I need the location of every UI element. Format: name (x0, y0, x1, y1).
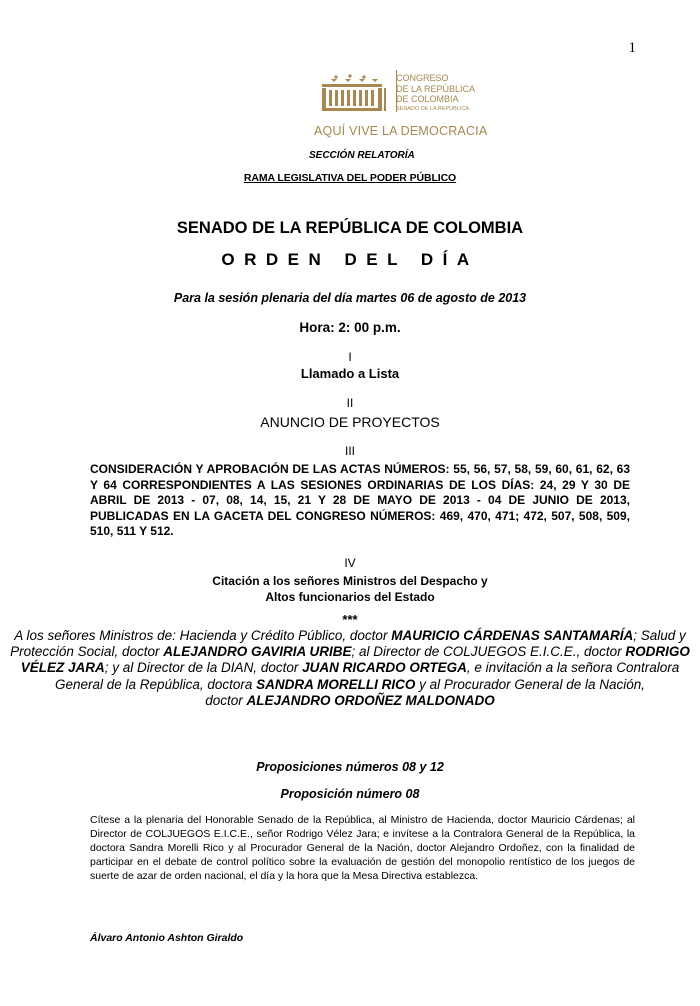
ministros-text-1: A los señores Ministros de: Hacienda y Crédito Público, doctor (14, 628, 392, 643)
seccion-relatoria: SECCIÓN RELATORÍA (309, 150, 415, 161)
director-dian: JUAN RICARDO ORTEGA (302, 660, 467, 676)
ministros-text-4: ; y al Director de la DIAN, doctor (104, 660, 303, 676)
congreso-logo (310, 68, 500, 146)
logo-line-3: DE COLOMBIA (396, 94, 459, 104)
section-title-4 (0, 574, 700, 605)
ministro-salud: ALEJANDRO GAVIRIA URIBE (163, 644, 352, 660)
proposicion-numero: Proposición número 08 (280, 787, 420, 801)
ministros-text-5: , e invitación a la señora Contralora General de la República, doctora (55, 660, 680, 692)
logo-text (396, 73, 475, 113)
ministro-hacienda: MAURICIO CÁRDENAS SANTAMARÍA (391, 628, 634, 643)
section-numeral-1: I (348, 350, 352, 364)
ministros-text-3: ; al Director de COLJUEGOS E.I.C.E., doctor (351, 644, 626, 660)
logo-slogan: AQUÍ VIVE LA DEMOCRACIA (314, 124, 488, 138)
proposiciones-numeros: Proposiciones números 08 y 12 (256, 760, 444, 774)
rama-legislativa: RAMA LEGISLATIVA DEL PODER PÚBLICO (243, 172, 457, 184)
section-numeral-4: IV (344, 556, 356, 570)
ministros-text-6: y al Procurador General de la Nación, (415, 676, 645, 692)
section-numeral-3: III (344, 444, 355, 458)
session-hour: Hora: 2: 00 p.m. (299, 320, 401, 335)
logo-line-1: CONGRESO (396, 73, 449, 83)
capitolio-icon (316, 72, 390, 116)
ministros-text-7: doctor (205, 692, 247, 708)
logo-line-4: SENADO DE LA REPÚBLICA (396, 105, 470, 112)
orden-del-dia-title: ORDEN DEL DÍA (221, 250, 479, 269)
proposicion-text: Cítese a la plenaria del Honorable Senado de la República, al Ministro de Hacienda, doctor Mauricio Cárdenas; al Director de COLJUEGOS E.I.C.E., señor Rodrigo Vélez Jara; e invítese a la Contralora General de la República, la doctora Sandra Morelli Rico y al Procurador General de la Nación, doctor Alejandro Ordoñez, con la finalidad de participar en el debate de control político sobre la evaluación de gestión del monopolio rentístico de los juegos de suerte de azar de orden nacional, el día y la hora que la Mesa Directiva establezca. (90, 814, 635, 882)
page-number: 1 (628, 40, 636, 56)
section-numeral-2: II (346, 396, 354, 410)
director-coljuegos: RODRIGO VÉLEZ JARA (20, 644, 690, 676)
actas-consideracion: CONSIDERACIÓN Y APROBACIÓN DE LAS ACTAS NÚMEROS: 55, 56, 57, 58, 59, 60, 61, 62, 63 Y 64 CORRESPONDIENTES A LAS SESIONES ORDINARIAS DE LOS DÍAS: 24, 29 Y 30 DE ABRIL DE 2013 - 07, 08, 14, 15, 21 Y 28 DE MAYO DE 2013 - 04 DE JUNIO DE 2013, PUBLICADAS EN LA GACETA DEL CONGRESO NÚMEROS: 469, 470, 471; 472, 507, 508, 509, 510, 511 Y 512. (90, 462, 630, 538)
session-date: Para la sesión plenaria del día martes 06 de agosto de 2013 (173, 291, 527, 305)
separator-stars: *** (342, 612, 358, 627)
procurador: ALEJANDRO ORDOÑEZ MALDONADO (246, 692, 495, 708)
citacion-line-1: Citación a los señores Ministros del Despacho y (212, 574, 488, 588)
logo-line-2: DE LA REPÚBLICA (396, 83, 476, 94)
section-title-2: ANUNCIO DE PROYECTOS (260, 414, 440, 430)
signature: Álvaro Antonio Ashton Giraldo (90, 932, 244, 944)
senado-title: SENADO DE LA REPÚBLICA DE COLOMBIA (176, 219, 524, 237)
contralora: SANDRA MORELLI RICO (256, 676, 416, 692)
ministros-citados (0, 628, 700, 709)
ministros-text-2: ; Salud y Protección Social, doctor (10, 628, 686, 660)
citacion-line-2: Altos funcionarios del Estado (265, 589, 435, 604)
section-title-1: Llamado a Lista (300, 366, 400, 381)
